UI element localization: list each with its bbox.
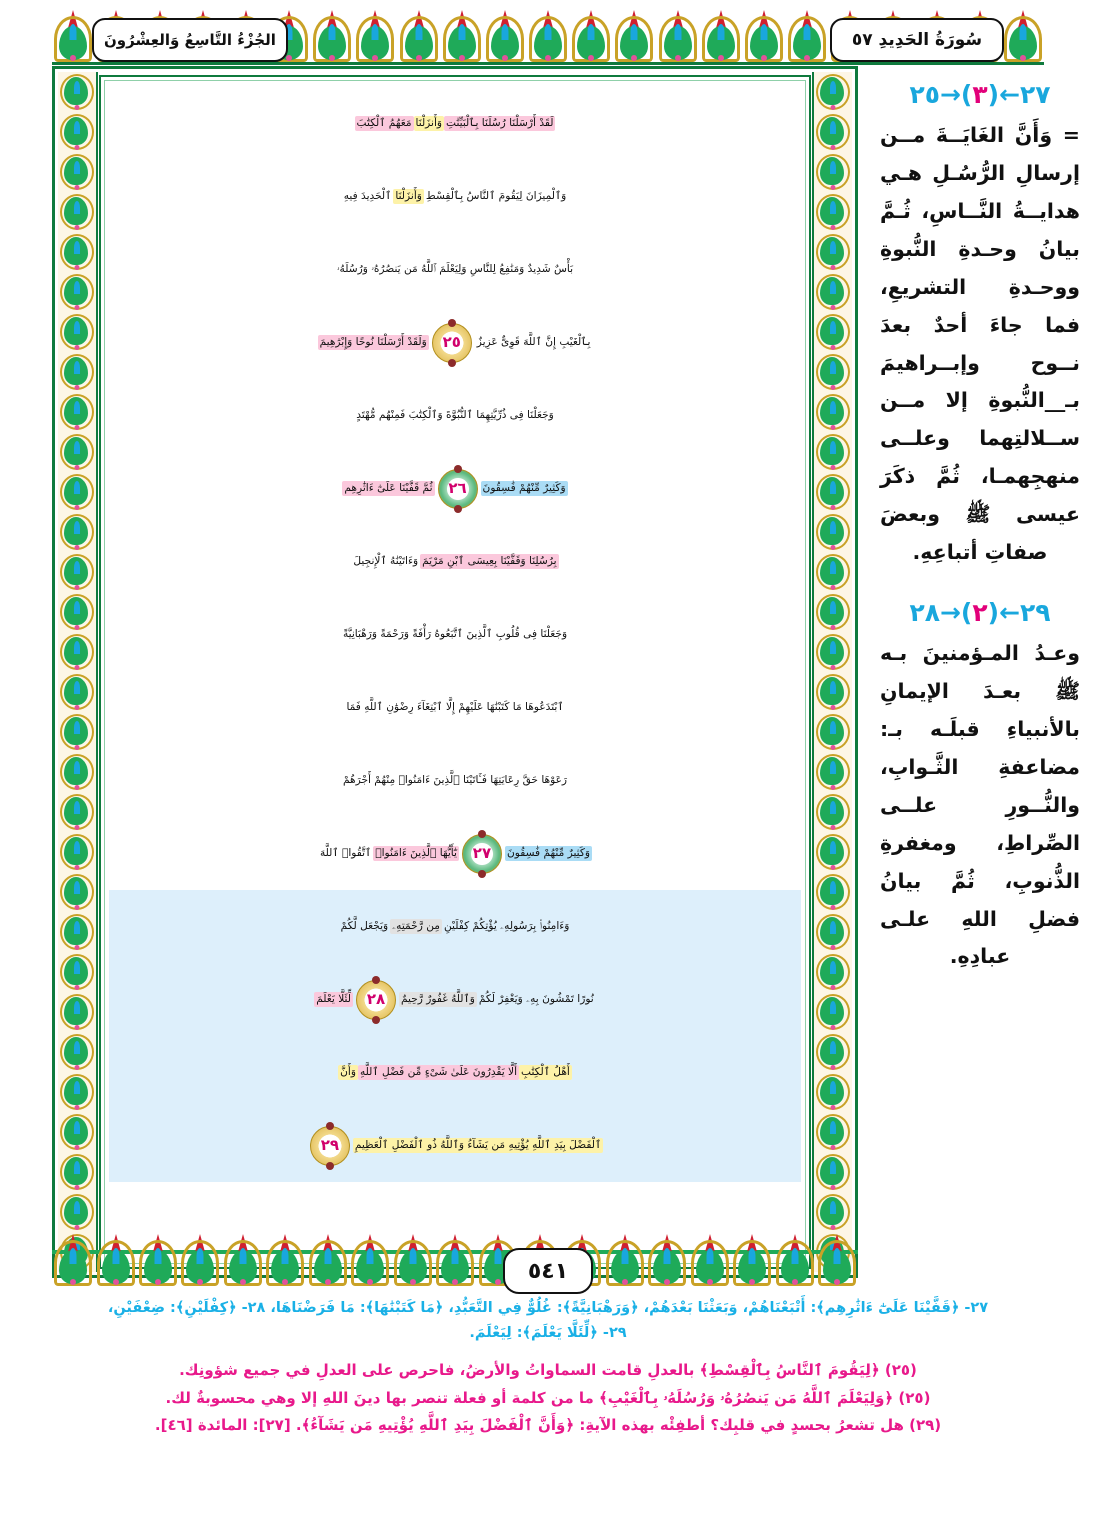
quran-line bbox=[109, 890, 801, 963]
ornament-unit bbox=[137, 1234, 179, 1286]
ornament-unit bbox=[816, 1234, 858, 1286]
ornament-unit bbox=[1002, 10, 1044, 62]
quran-line bbox=[109, 1109, 801, 1182]
quran-text-segment: بِرُسُلِنَا وَقَفَّيْنَا بِعِيسَى ٱبْنِ مَرْيَمَ bbox=[422, 555, 557, 568]
quran-text-frame bbox=[52, 66, 858, 1278]
quran-text-segment: بَأْسٌ شَدِيدٌ وَمَنَٰفِعُ لِلنَّاسِ وَلِيَعْلَمَ ٱللَّهُ مَن يَنصُرُهُۥ وَرُسُلَهُۥ bbox=[336, 263, 574, 276]
tafsir-block bbox=[880, 80, 1080, 572]
ornament-unit bbox=[743, 10, 785, 62]
paren-open: ( bbox=[987, 80, 1000, 109]
quran-text-segment: وَكَثِيرٌ مِّنْهُمْ فَٰسِقُونَ bbox=[506, 847, 591, 860]
ornament-unit bbox=[613, 10, 655, 62]
ornament-unit bbox=[814, 672, 852, 712]
quran-text-segment: ثُمَّ قَفَّيْنَا عَلَىٰٓ ءَاثَٰرِهِم bbox=[344, 482, 433, 495]
quran-text-segment: رَعَوْهَا حَقَّ رِعَايَتِهَا فَـَٔاتَيْنَا ٱلَّذِينَ ءَامَنُوا۟ مِنْهُمْ أَجْرَهُمْ bbox=[342, 774, 568, 787]
ornament-unit bbox=[814, 312, 852, 352]
quran-line bbox=[109, 306, 801, 379]
ornament-unit bbox=[814, 192, 852, 232]
ornament-unit bbox=[58, 1152, 96, 1192]
ornament-unit bbox=[392, 1234, 434, 1286]
ornament-unit bbox=[814, 1192, 852, 1232]
ayah-number-marker: ٢٦ bbox=[438, 469, 478, 509]
verse-range-end: ٢٧ bbox=[1020, 80, 1051, 109]
page-number-medallion bbox=[503, 1248, 593, 1294]
quran-text-segment: وَلَقَدْ أَرْسَلْنَا نُوحًا وَإِبْرَٰهِيمَ bbox=[319, 336, 427, 349]
tafsir-verse-range-header bbox=[880, 598, 1080, 627]
paren-close: ) bbox=[960, 80, 973, 109]
quran-line bbox=[109, 963, 801, 1036]
verse-range-start: ٢٨ bbox=[909, 598, 940, 628]
ornament-unit bbox=[58, 792, 96, 832]
page-number-text: ٥٤١ bbox=[527, 1258, 569, 1284]
tafsir-sidebar bbox=[880, 80, 1080, 1002]
ornament-unit bbox=[814, 1072, 852, 1112]
footnotes-vocabulary bbox=[40, 1296, 1056, 1347]
ornament-unit bbox=[58, 752, 96, 792]
ornament-unit bbox=[58, 992, 96, 1032]
arrow-left-icon: ← bbox=[999, 598, 1021, 628]
ornament-unit bbox=[58, 592, 96, 632]
surah-title-text: سُورَةُ الحَدِيدِ ٥٧ bbox=[851, 30, 983, 50]
quran-line bbox=[109, 744, 801, 817]
ornament-unit bbox=[646, 1234, 688, 1286]
paren-open: ( bbox=[987, 598, 1000, 628]
ornament-unit bbox=[179, 1234, 221, 1286]
tafsir-block bbox=[880, 598, 1080, 976]
quran-text-segment: وَجَعَلْنَا فِى ذُرِّيَّتِهِمَا ٱلنُّبُوَّةَ وَٱلْكِتَٰبَ فَمِنْهُم مُّهْتَدٍ bbox=[356, 409, 554, 422]
ornament-unit bbox=[786, 10, 828, 62]
ornament-unit bbox=[58, 952, 96, 992]
ornament-unit bbox=[814, 512, 852, 552]
ornament-unit bbox=[58, 912, 96, 952]
quran-text-segment: مَعَهُمُ ٱلْكِتَٰبَ bbox=[356, 117, 412, 130]
ornament-unit bbox=[814, 792, 852, 832]
verse-range-end: ٢٩ bbox=[1020, 598, 1051, 628]
paren-close: ) bbox=[960, 598, 973, 628]
ornament-unit bbox=[814, 1112, 852, 1152]
ornament-unit bbox=[814, 352, 852, 392]
ornament-unit bbox=[484, 10, 526, 62]
ornament-unit bbox=[58, 312, 96, 352]
ayah-number-marker: ٢٥ bbox=[432, 323, 472, 363]
ornament-unit bbox=[58, 352, 96, 392]
ornament-unit bbox=[95, 1234, 137, 1286]
ornament-unit bbox=[441, 10, 483, 62]
ornament-unit bbox=[814, 552, 852, 592]
ornament-unit bbox=[700, 10, 742, 62]
ornament-unit bbox=[814, 992, 852, 1032]
ornament-unit bbox=[527, 10, 569, 62]
ornament-unit bbox=[58, 152, 96, 192]
footer-ornament-band bbox=[52, 1252, 858, 1286]
quran-line bbox=[109, 160, 801, 233]
surah-title-cartouche bbox=[830, 18, 1004, 62]
quran-line bbox=[109, 525, 801, 598]
quran-text-inner-frame bbox=[99, 75, 811, 1269]
ornament-unit bbox=[604, 1234, 646, 1286]
ornament-unit bbox=[52, 1234, 94, 1286]
quran-line bbox=[109, 671, 801, 744]
ornament-unit bbox=[58, 632, 96, 672]
ayah-number-marker: ٢٧ bbox=[462, 834, 502, 874]
quran-line bbox=[109, 452, 801, 525]
quran-verses-container bbox=[109, 83, 801, 1261]
ornament-unit bbox=[731, 1234, 773, 1286]
ornament-unit bbox=[58, 392, 96, 432]
ornament-unit bbox=[398, 10, 440, 62]
verse-count: ٢ bbox=[972, 598, 988, 628]
quran-line bbox=[109, 379, 801, 452]
quran-text-segment: وَٱللَّهُ غَفُورٌ رَّحِيمٌ bbox=[400, 993, 475, 1006]
quran-text-segment: ٱلْفَضْلَ بِيَدِ ٱللَّهِ يُؤْتِيهِ مَن يَشَآءُ وَٱللَّهُ ذُو ٱلْفَضْلِ ٱلْعَظِيمِ bbox=[354, 1139, 602, 1152]
quran-text-segment: وَءَاتَيْنَٰهُ ٱلْإِنجِيلَ bbox=[353, 555, 419, 568]
arrow-right-icon: → bbox=[939, 598, 961, 628]
ornament-unit bbox=[311, 10, 353, 62]
quran-text-segment: بِٱلْغَيْبِ إِنَّ ٱللَّهَ قَوِىٌّ عَزِيزٌ bbox=[476, 336, 591, 349]
ornament-unit bbox=[58, 472, 96, 512]
ornament-unit bbox=[58, 72, 96, 112]
quran-text-segment: وَٱلْمِيزَانَ لِيَقُومَ ٱلنَّاسُ بِٱلْقِسْطِ bbox=[425, 190, 567, 203]
ornament-unit bbox=[657, 10, 699, 62]
quran-line bbox=[109, 1036, 801, 1109]
juz-title-cartouche bbox=[92, 18, 288, 62]
ornament-unit bbox=[58, 552, 96, 592]
quran-text-segment: وَأَنَّ bbox=[340, 1066, 356, 1079]
ornament-unit bbox=[58, 712, 96, 752]
quran-text-segment: ٱتَّقُوا۟ ٱللَّهَ bbox=[319, 847, 372, 860]
tafsir-body-text: = وَأَنَّ الغَايَــةَ مــن إرسالِ الرُّسُـلِ هـي هدايــةُ النَّــاسِ، ثُـمَّ بيانُ وحـدةِ النُّبوةِ ووحـدةِ التشريعِ، فما جاءَ أحدٌ بعدَ نــوح وإبــراهيمَ بـ__النُّبوةِ إلا مــن ســلالتِهما وعلــى منهجِهمـا، ثُمَّ ذكَرَ عيسى ﷺ وبعضَ صفاتِ أتباعِهِ. bbox=[880, 123, 1080, 565]
ornament-unit bbox=[814, 272, 852, 312]
left-ornament-strip bbox=[58, 72, 98, 1272]
ornament-unit bbox=[814, 112, 852, 152]
ornament-unit bbox=[58, 432, 96, 472]
ornament-unit bbox=[814, 1152, 852, 1192]
ornament-unit bbox=[814, 472, 852, 512]
ayah-number-marker: ٢٩ bbox=[310, 1126, 350, 1166]
quran-text-segment: وَأَنزَلْنَا bbox=[415, 117, 443, 130]
ornament-unit bbox=[58, 1192, 96, 1232]
footnote-line: (٢٥) ﴿لِيَقُومَ ٱلنَّاسُ بِٱلْقِسْطِ﴾ بالعدلِ قامت السماواتُ والأرضُ، فاحرص على العدلِ في جميع شؤونِك. bbox=[179, 1360, 917, 1379]
ornament-unit bbox=[58, 1112, 96, 1152]
ornament-unit bbox=[349, 1234, 391, 1286]
ornament-unit bbox=[814, 952, 852, 992]
quran-text-segment: مِن رَّحْمَتِهِۦ bbox=[392, 920, 440, 933]
ayah-number-marker: ٢٨ bbox=[356, 980, 396, 1020]
ornament-unit bbox=[814, 912, 852, 952]
ornament-unit bbox=[814, 1032, 852, 1072]
footnote-line: (٢٩) هل تشعرُ بحسدٍ في قلبِك؟ أطفِئْه بهذه الآيةِ: ﴿وَأَنَّ ٱلْفَضْلَ بِيَدِ ٱللَّهِ يُؤْتِيهِ مَن يَشَآءُ﴾. [٢٧]: المائدة [٤٦]. bbox=[154, 1416, 942, 1435]
arrow-right-icon: → bbox=[939, 80, 961, 109]
ornament-unit bbox=[814, 832, 852, 872]
ornament-unit bbox=[774, 1234, 816, 1286]
ornament-unit bbox=[58, 512, 96, 552]
ornament-unit bbox=[58, 232, 96, 272]
right-ornament-strip bbox=[812, 72, 852, 1272]
tafsir-body-text: وعـدُ المـؤمنينَ بـه ﷺ بعـدَ الإيمانِ بالأنبياءِ قبلَـه بـ: مضاعفةِ الثَّـوابِ، والنُّــورِ علــى الصِّراطِ، ومغفرةِ الذُّنوبِ، ثُمَّ بيانُ فضلِ اللهِ علـى عبادِهِ. bbox=[880, 641, 1080, 969]
footnotes-reflections bbox=[40, 1357, 1056, 1440]
ornament-unit bbox=[814, 232, 852, 272]
ornament-unit bbox=[814, 872, 852, 912]
verse-range-start: ٢٥ bbox=[909, 80, 940, 109]
ornament-unit bbox=[354, 10, 396, 62]
ornament-unit bbox=[814, 152, 852, 192]
ornament-unit bbox=[222, 1234, 264, 1286]
verse-count: ٣ bbox=[972, 80, 988, 109]
quran-text-segment: يَٰٓأَيُّهَا ٱلَّذِينَ ءَامَنُوا۟ bbox=[375, 847, 457, 860]
header-ornament-band bbox=[52, 6, 1044, 62]
ornament-unit bbox=[52, 10, 94, 62]
tafsir-verse-range-header bbox=[880, 80, 1080, 109]
ornament-unit bbox=[814, 72, 852, 112]
ornament-unit bbox=[58, 192, 96, 232]
quran-line bbox=[109, 233, 801, 306]
ornament-unit bbox=[58, 1032, 96, 1072]
ornament-unit bbox=[58, 272, 96, 312]
quran-text-segment: وَكَثِيرٌ مِّنْهُمْ فَٰسِقُونَ bbox=[482, 482, 566, 495]
ornament-unit bbox=[814, 432, 852, 472]
quran-line bbox=[109, 87, 801, 160]
arrow-left-icon: ← bbox=[999, 80, 1021, 109]
ornament-unit bbox=[814, 592, 852, 632]
ornament-unit bbox=[58, 1072, 96, 1112]
quran-text-segment: وَجَعَلْنَا فِى قُلُوبِ ٱلَّذِينَ ٱتَّبَعُوهُ رَأْفَةً وَرَحْمَةً وَرَهْبَانِيَّةً bbox=[342, 628, 568, 641]
ornament-unit bbox=[570, 10, 612, 62]
quran-text-segment: لَقَدْ أَرْسَلْنَا رُسُلَنَا بِٱلْبَيِّنَٰتِ bbox=[446, 117, 554, 130]
quran-text-segment: نُورًا تَمْشُونَ بِهِۦ وَيَغْفِرْ لَكُمْ bbox=[478, 993, 594, 1006]
ornament-unit bbox=[58, 672, 96, 712]
ornament-unit bbox=[58, 872, 96, 912]
quran-line bbox=[109, 598, 801, 671]
quran-text-segment: ٱلْحَدِيدَ فِيهِ bbox=[343, 190, 392, 203]
quran-text-segment: أَلَّا يَقْدِرُونَ عَلَىٰ شَىْءٍ مِّن فَضْلِ ٱللَّهِ bbox=[359, 1066, 518, 1079]
ornament-unit bbox=[814, 712, 852, 752]
footnote-line: (٢٥) ﴿وَلِيَعْلَمَ ٱللَّهُ مَن يَنصُرُهُۥ وَرُسُلَهُۥ بِٱلْغَيْبِ﴾ ما من كلمة أو فعلة تنصر بها دينَ اللهِ إلا وهي محسوبةٌ لك. bbox=[165, 1388, 931, 1407]
ornament-unit bbox=[814, 392, 852, 432]
footer-ornament-pattern bbox=[52, 1252, 858, 1286]
quran-text-segment: وَيَجْعَل لَّكُمْ bbox=[340, 920, 389, 933]
ornament-unit bbox=[689, 1234, 731, 1286]
ornament-unit bbox=[814, 632, 852, 672]
ornament-unit bbox=[814, 752, 852, 792]
quran-text-segment: أَهْلُ ٱلْكِتَٰبِ bbox=[521, 1066, 570, 1079]
footnote-line: ٢٧- ﴿قَفَّيْنَا عَلَىٰٓ ءَاثَٰرِهِم﴾: أَتْبَعْنَاهُمْ، وَبَعَثْنَا بَعْدَهُمْ، ﴿وَرَهْبَانِيَّةً﴾: غُلُوٌّ فِي التَّعَبُّدِ، ﴿مَا كَتَبْنَٰهَا﴾: مَا فَرَضْنَاهَا، ٢٨- ﴿كِفْلَيْنِ﴾: ضِعْفَيْنِ، bbox=[107, 1300, 989, 1316]
footnotes-area bbox=[40, 1296, 1056, 1440]
ornament-unit bbox=[307, 1234, 349, 1286]
header-rule bbox=[52, 62, 1044, 65]
ornament-unit bbox=[434, 1234, 476, 1286]
ornament-unit bbox=[58, 112, 96, 152]
footnote-line: ٢٩- ﴿لِّئَلَّا يَعْلَمَ﴾: لِيَعْلَمَ. bbox=[469, 1325, 627, 1342]
quran-text-segment: وَءَامِنُوا۟ بِرَسُولِهِۦ يُؤْتِكُمْ كِفْلَيْنِ bbox=[443, 920, 570, 933]
quran-line bbox=[109, 817, 801, 890]
ornament-unit bbox=[58, 832, 96, 872]
juz-title-text: الجُزْءُ التَّاسِعُ وَالعِشْرُونَ bbox=[104, 31, 276, 49]
quran-text-segment: ٱبْتَدَعُوهَا مَا كَتَبْنَٰهَا عَلَيْهِمْ إِلَّا ٱبْتِغَآءَ رِضْوَٰنِ ٱللَّهِ فَمَا bbox=[346, 701, 564, 714]
ornament-unit bbox=[264, 1234, 306, 1286]
quran-text-segment: لِّئَلَّا يَعْلَمَ bbox=[316, 993, 351, 1006]
quran-text-segment: وَأَنزَلْنَا bbox=[395, 190, 422, 203]
